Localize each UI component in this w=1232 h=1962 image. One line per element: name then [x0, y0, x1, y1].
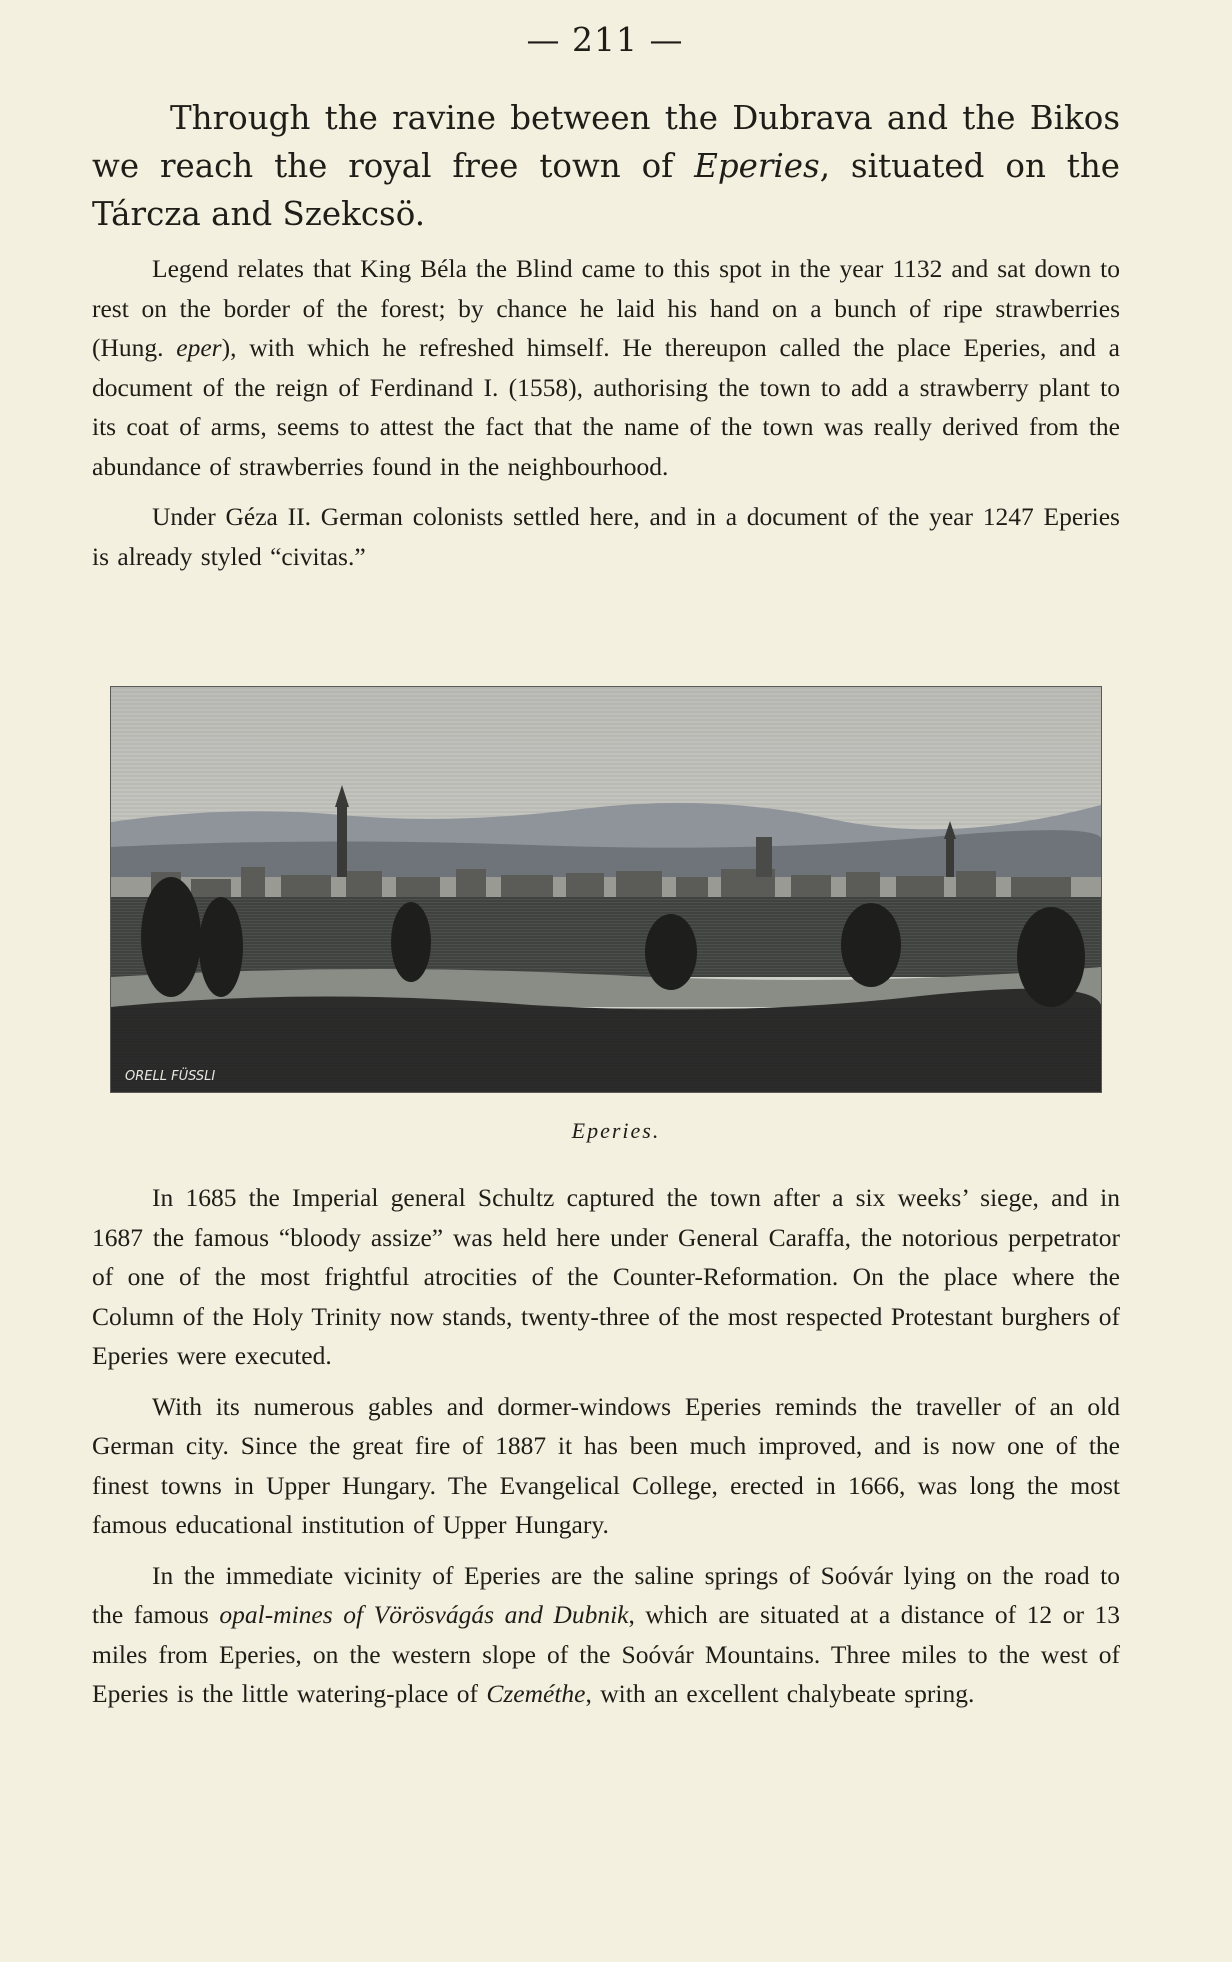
eper-emphasis: eper [176, 333, 222, 362]
czemethe-emphasis: Czeméthe [486, 1679, 586, 1708]
gables-paragraph: With its numerous gables and dormer-windows Eperies reminds the traveller of an old German city. Since the great fire of 1887 it has been much improved, and is now one of the finest towns in Upper Hungary. The Evangelical College, erected in 1666, was long the most famous educational institution of Upper Hungary. [92, 1391, 1120, 1539]
siege-paragraph: In 1685 the Imperial general Schultz captured the town after a six weeks’ siege, and in 1687 the famous “bloody assize” was held here under General Caraffa, the notorious perpetrator of one of the most frightful atrocities of the Counter-Reformation. On the place where the Column of the Holy Trinity now stands, twenty-three of the most respected Protestant burghers of Eperies were executed. [92, 1183, 1120, 1370]
engraver-signature: ORELL FÜSSLI [125, 1069, 216, 1084]
vicinity-paragraph: In the immediate vicinity of Eperies are the saline springs of Soóvár lying on the road to the famous opal-mines of Vörösvágás and Dubnik, which are situated at a distance of 12 or 13 miles from Eperies, on the western slope of the Soóvár Mountains. Three miles to the west of Eperies is the little watering-place of Czeméthe, with an excellent chalybeate spring. [92, 1560, 1121, 1708]
town-name-emphasis: Eperies [694, 147, 820, 185]
opal-mines-emphasis: opal-mines of Vörösvágás and Dubnik [219, 1600, 629, 1629]
geza-paragraph: Under Géza II. German colonists settled here, and in a document of the year 1247 Eperies is already styled “civitas.” [92, 502, 1120, 571]
page-number: — 211 — [526, 20, 684, 59]
figure-caption: Eperies. [571, 1118, 661, 1143]
lead-paragraph: Through the ravine between the Dubrava and the Bikos we reach the royal free town of Eperies, situated on the Tárcza and Szekcsö. [92, 99, 1120, 233]
lower-text-block [92, 1178, 1120, 1714]
legend-paragraph: Legend relates that King Béla the Blind came to this spot in the year 1132 and sat down to rest on the border of the forest; by chance he laid his hand on a bunch of ripe strawberries (Hung. eper), with which he refreshed himself. He thereupon called the place Eperies, and a document of the reign of Ferdinand I. (1558), authorising the town to add a strawberry plant to its coat of arms, seems to attest the fact that the name of the town was really derived from the abundance of strawberries found in the neighbourhood. [92, 254, 1120, 481]
upper-text-block [92, 94, 1120, 576]
eperies-engraving [110, 686, 1102, 1093]
